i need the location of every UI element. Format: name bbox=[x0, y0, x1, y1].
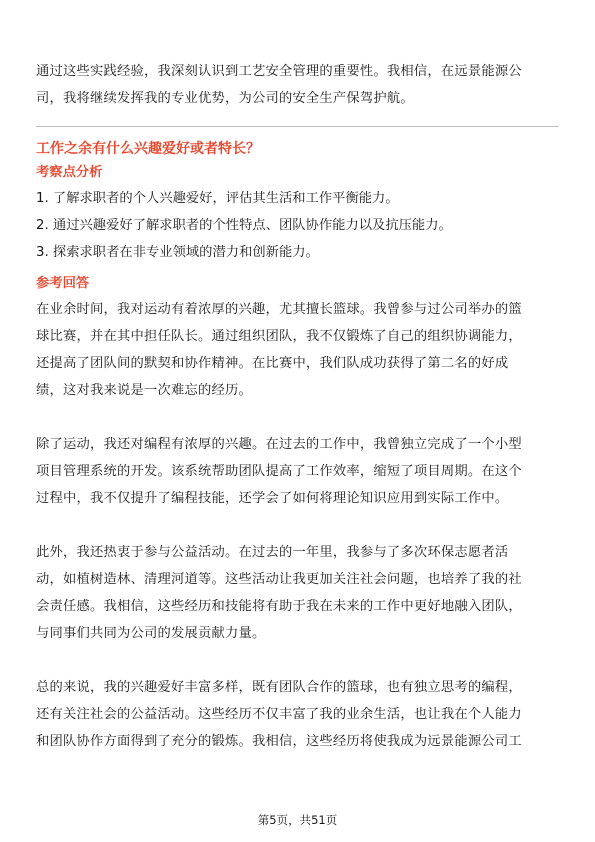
answer-line: 球比赛，并在其中担任队长。通过组织团队，我不仅锻炼了自己的组织协调能力， bbox=[36, 329, 522, 344]
section-divider bbox=[36, 126, 559, 127]
answer-line: 总的来说，我的兴趣爱好丰富多样，既有团队合作的篮球，也有独立思考的编程， bbox=[36, 680, 522, 695]
answer-line: 在业余时间，我对运动有着浓厚的兴趣，尤其擅长篮球。我曾参与过公司举办的篮 bbox=[36, 302, 522, 317]
answer-paragraph-4 bbox=[36, 674, 559, 755]
answer-line: 绩，这对我来说是一次难忘的经历。 bbox=[36, 383, 252, 398]
page-content bbox=[36, 58, 559, 755]
answer-line: 还提高了团队间的默契和协作精神。在比赛中，我们队成功获得了第二名的好成 bbox=[36, 356, 509, 371]
answer-paragraph-2 bbox=[36, 431, 559, 512]
page-number: 第5页，共51页 bbox=[257, 813, 338, 827]
question-heading: 工作之余有什么兴趣爱好或者特长？ bbox=[36, 141, 260, 157]
intro-paragraph bbox=[36, 58, 559, 112]
answer-line: 此外，我还热衷于参与公益活动。在过去的一年里，我参与了多次环保志愿者活 bbox=[36, 545, 509, 560]
answer-line: 与同事们共同为公司的发展贡献力量。 bbox=[36, 626, 266, 641]
answer-line: 还有关注社会的公益活动。这些经历不仅丰富了我的业余生活，也让我在个人能力 bbox=[36, 707, 522, 722]
answer-line: 项目管理系统的开发。该系统帮助团队提高了工作效率，缩短了项目周期。在这个 bbox=[36, 464, 522, 479]
answer-line: 动，如植树造林、清理河道等。这些活动让我更加关注社会问题，也培养了我的社 bbox=[36, 572, 522, 587]
intro-line: 司，我将继续发挥我的专业优势，为公司的安全生产保驾护航。 bbox=[36, 91, 414, 106]
answer-paragraph-3 bbox=[36, 539, 559, 647]
answer-paragraph-1 bbox=[36, 296, 559, 404]
analysis-heading: 考察点分析 bbox=[36, 165, 103, 180]
analysis-item: 2. 通过兴趣爱好了解求职者的个性特点、团队协作能力以及抗压能力。 bbox=[36, 218, 452, 233]
answer-heading: 参考回答 bbox=[36, 276, 90, 291]
analysis-item: 3. 探索求职者在非专业领域的潜力和创新能力。 bbox=[36, 245, 319, 260]
analysis-item: 1. 了解求职者的个人兴趣爱好，评估其生活和工作平衡能力。 bbox=[36, 191, 399, 206]
answer-line: 会责任感。我相信，这些经历和技能将有助于我在未来的工作中更好地融入团队， bbox=[36, 599, 522, 614]
answer-line: 和团队协作方面得到了充分的锻炼。我相信，这些经历将使我成为远景能源公司工 bbox=[36, 734, 522, 749]
intro-line: 通过这些实践经验，我深刻认识到工艺安全管理的重要性。我相信，在远景能源公 bbox=[36, 64, 522, 79]
answer-line: 过程中，我不仅提升了编程技能，还学会了如何将理论知识应用到实际工作中。 bbox=[36, 491, 509, 506]
analysis-list bbox=[36, 185, 559, 266]
answer-line: 除了运动，我还对编程有浓厚的兴趣。在过去的工作中，我曾独立完成了一个小型 bbox=[36, 437, 522, 452]
